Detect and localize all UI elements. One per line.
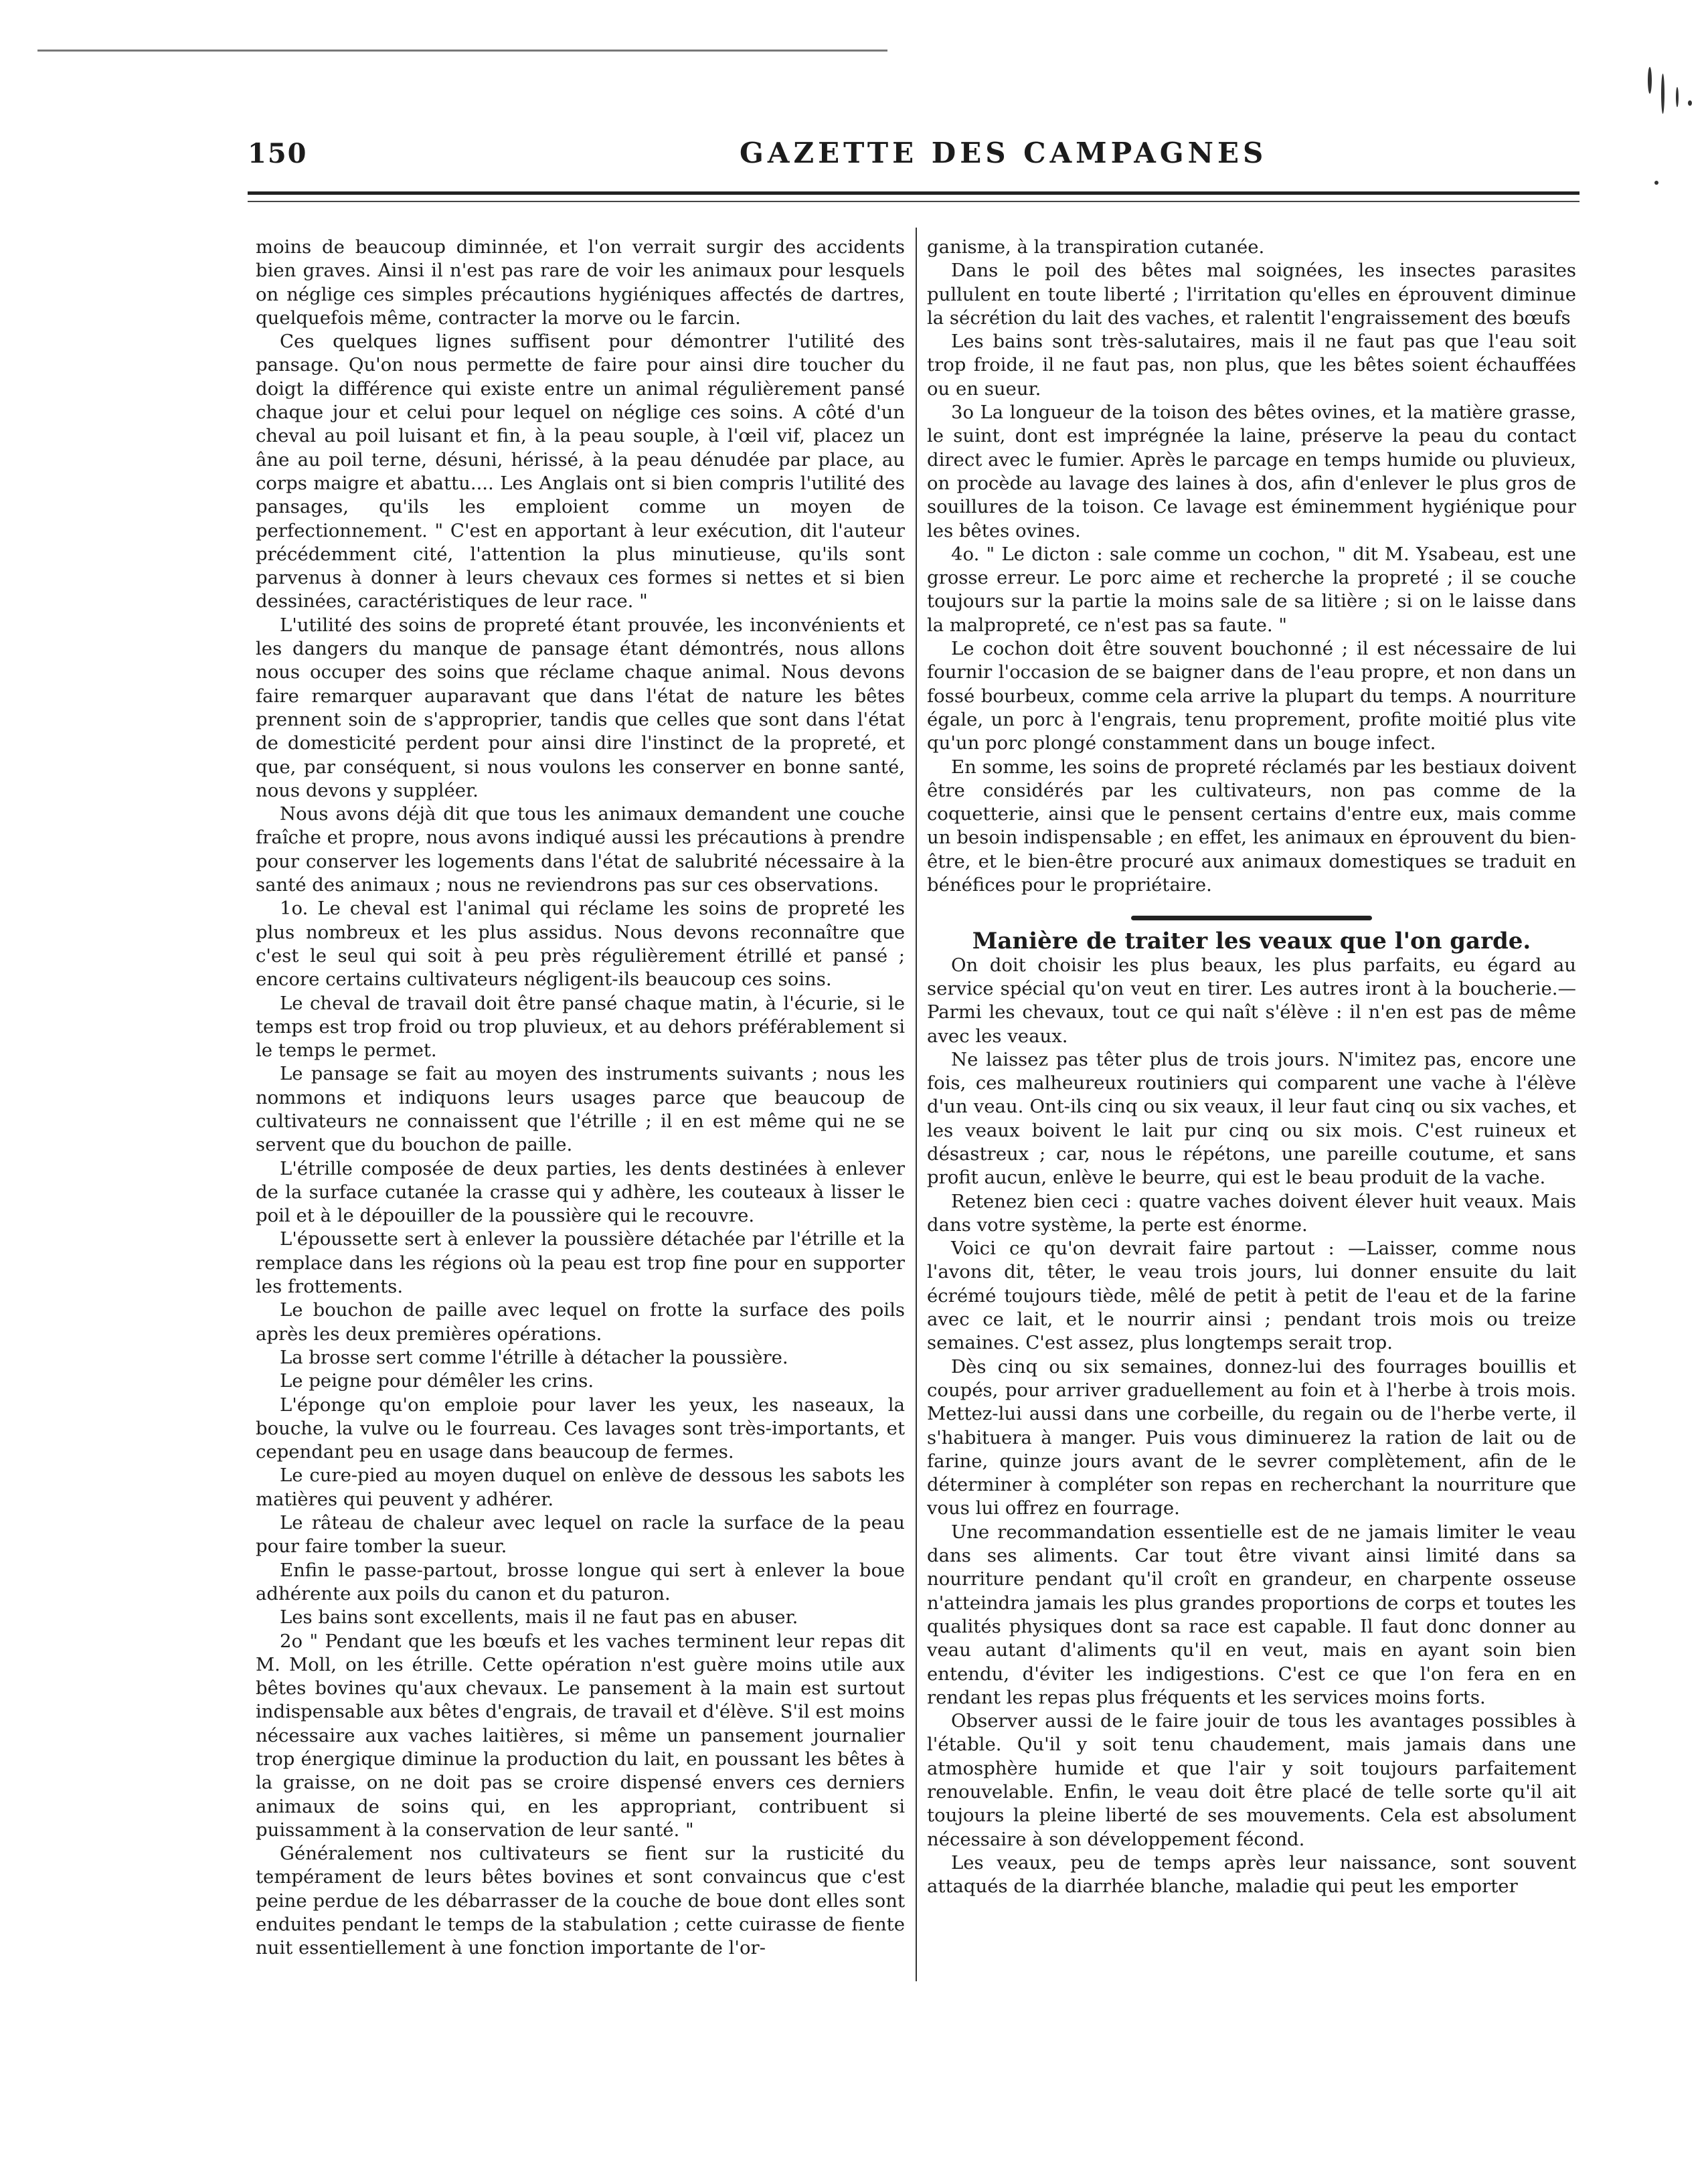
page-header: [248, 137, 1579, 183]
paragraph: Le pansage se fait au moyen des instruments suivants ; nous les nommons et indiquons leurs usages parce que beaucoup de cultivateurs ne connaissent que l'étrille ; il en est même qui ne se servent que du bouchon de paille.: [256, 1063, 905, 1156]
paragraph: Généralement nos cultivateurs se fient sur la rusticité du tempérament de leurs bêtes bovines et sont convaincus que c'est peine perdue de les débarrasser de la couche de boue dont elles sont enduites pendant le temps de la stabulation ; cette cuirasse de fiente nuit essentiellement à une fonction importante de l'or-: [256, 1843, 905, 1959]
paragraph: Le cheval de travail doit être pansé chaque matin, à l'écurie, si le temps est trop froid ou trop pluvieux, et au dehors préférablement si le temps le permet.: [256, 992, 905, 1062]
paragraph: Observer aussi de le faire jouir de tous les avantages possibles à l'étable. Qu'il y soit tenu chaudement, mais jamais dans une atmosphère humide et que l'air y soit toujours parfaitement renouvelable. Enfin, le veau doit être placé de telle sorte qu'il ait toujours la pleine liberté de ses mouvements. Cela est absolument nécessaire à son développement fécond.: [927, 1710, 1576, 1850]
paragraph: Ne laissez pas têter plus de trois jours. N'imitez pas, encore une fois, ces malheureux routiniers qui comparent une vache à l'élève d'un veau. Ont-ils cinq ou six veaux, il leur faut cinq ou six vaches, et les veaux boivent le lait pur cinq ou six mois. C'est ruineux et désastreux ; car, nous le répétons, une pareille coutume, et sans profit aucun, enlève le beurre, qui est le beau produit de la vache.: [927, 1048, 1576, 1189]
right-column: [927, 236, 1576, 1936]
section-ornament-rule: [1131, 916, 1372, 920]
paragraph: Les bains sont excellents, mais il ne faut pas en abuser.: [280, 1606, 798, 1629]
paragraph: Le bouchon de paille avec lequel on frotte la surface des poils après les deux premières opérations.: [256, 1299, 905, 1345]
paragraph: Retenez bien ceci : quatre vaches doivent élever huit veaux. Mais dans votre système, la perte est énorme.: [927, 1190, 1576, 1236]
paragraph: Une recommandation essentielle est de ne jamais limiter le veau dans ses aliments. Car tout être vivant ainsi limité dans sa nourriture pendant qu'il croît en grandeur, en charpente osseuse n'atteindra jamais les plus grandes proportions de corps et toutes les qualités physiques dont sa race est capable. Il faut donc donner au veau autant d'aliments qu'il en veut, mais en ayant soin bien entendu, d'éviter les indigestions. C'est ce que l'on fera en en rendant les repas plus fréquents et les services moins forts.: [927, 1521, 1576, 1708]
page-edge-noise: [1634, 60, 1708, 221]
paragraph: L'utilité des soins de propreté étant prouvée, les inconvénients et les dangers du manque de pansage étant démontrés, nous allons nous occuper des soins que réclame chaque animal. Nous devons faire remarquer auparavant que dans l'état de nature les bêtes prennent soin de s'approprier, tandis que celles que sont dans l'état de domesticité perdent pour ainsi dire l'instinct de la propreté, et que, par conséquent, si nous voulons les conserver en bonne santé, nous devons y suppléer.: [256, 614, 905, 801]
paragraph: L'étrille composée de deux parties, les dents destinées à enlever de la surface cutanée la crasse qui y adhère, les couteaux à lisser le poil et à le dépouiller de la poussière qui le recouvre.: [256, 1157, 905, 1227]
paragraph: Voici ce qu'on devrait faire partout : —Laisser, comme nous l'avons dit, têter, le veau trois jours, lui donner ensuite du lait écrémé toujours tiède, mêlé de petit à petit de l'eau et de la farine avec ce lait, et le nourrir ainsi ; pendant trois mois ou treize semaines. C'est assez, plus longtemps serait trop.: [927, 1238, 1576, 1354]
header-rule: [248, 191, 1579, 195]
paragraph: Les bains sont très-salutaires, mais il ne faut pas que l'eau soit trop froide, il ne faut pas, non plus, que les bêtes soient échauffées ou en sueur.: [927, 331, 1576, 400]
paragraph: ganisme, à la transpiration cutanée.: [927, 236, 1265, 258]
paragraph: L'époussette sert à enlever la poussière détachée par l'étrille et la remplace dans les régions où la peau est trop fine pour en supporter les frottements.: [256, 1228, 905, 1298]
paragraph: 3o La longueur de la toison des bêtes ovines, et la matière grasse, le suint, dont est imprégnée la laine, préserve la peau du contact direct avec le fumier. Après le parcage en temps humide ou pluvieux, on procède au lavage des laines à dos, afin d'enlever le plus gros de souillures de la toison. Ce lavage est éminemment hygiénique pour les bêtes ovines.: [927, 402, 1576, 542]
paragraph: Dès cinq ou six semaines, donnez-lui des fourrages bouillis et coupés, pour arriver graduellement au foin et à l'herbe à trois mois. Mettez-lui aussi dans une corbeille, du regain ou de l'herbe verte, il s'habituera à manger. Puis vous diminuerez la ration de lait ou de farine, quinze jours avant de le sevrer complètement, afin de le déterminer à compléter son repas en recherchant la nourriture que vous lui offrez en fourrage.: [927, 1355, 1576, 1519]
paragraph: Ces quelques lignes suffisent pour démontrer l'utilité des pansage. Qu'on nous permette de faire pour ainsi dire toucher du doigt la différence qui existe entre un animal régulièrement pansé chaque jour et celui pour lequel on néglige ces soins. A côté d'un cheval au poil luisant et fin, à la peau souple, à l'œil vif, placez un âne au poil terne, désuni, hérissé, à la peau dénudée par place, au corps maigre et abattu.... Les Anglais ont si bien compris l'utilité des pansages, qu'ils les emploient comme un moyen de perfectionnement. " C'est en apportant à leur exécution, dit l'auteur précédemment cité, l'attention la plus minutieuse, qu'ils sont parvenus à donner à leurs chevaux ces formes si nettes et si bien dessinées, caractéristiques de leur race. ": [256, 331, 905, 612]
paragraph: Enfin le passe-partout, brosse longue qui sert à enlever la boue adhérente aux poils du canon et du paturon.: [256, 1559, 905, 1604]
paragraph: Nous avons déjà dit que tous les animaux demandent une couche fraîche et propre, nous avons indiqué aussi les précautions à prendre pour conserver les logements dans l'état de salubrité nécessaire à la santé des animaux ; nous ne reviendrons pas sur ces observations.: [256, 803, 905, 896]
page-number: 150: [248, 138, 308, 169]
column-divider: [916, 228, 917, 1981]
paragraph: Les veaux, peu de temps après leur naissance, sont souvent attaqués de la diarrhée blanche, maladie qui peut les emporter: [927, 1851, 1576, 1898]
journal-title: GAZETTE DES CAMPAGNES: [740, 137, 1268, 169]
top-border-rule: [37, 50, 887, 52]
paragraph: En somme, les soins de propreté réclamés par les bestiaux doivent être considérés par les cultivateurs, non pas comme de la coquetterie, ainsi que le pensent certains d'entre eux, mais comme un besoin indispensable ; en effet, les animaux en éprouvent du bien-être, et le bien-être procuré aux animaux domestiques se traduit en bénéfices pour le propriétaire.: [927, 756, 1576, 896]
paragraph: Dans le poil des bêtes mal soignées, les insectes parasites pullulent en toute liberté ; l'irritation qu'elles en éprouvent diminue la sécrétion du lait des vaches, et ralentit l'engraissement des bœufs: [927, 260, 1576, 329]
paragraph: La brosse sert comme l'étrille à détacher la poussière.: [280, 1346, 788, 1368]
paragraph: On doit choisir les plus beaux, les plus parfaits, eu égard au service spécial qu'on veut en tirer. Les autres iront à la boucherie.—Parmi les chevaux, tout ce qui naît s'élève : il n'en est pas de même avec les veaux.: [927, 954, 1576, 1047]
section-title: Manière de traiter les veaux que l'on garde.: [972, 928, 1531, 955]
left-column: [256, 236, 905, 1963]
paragraph: 1o. Le cheval est l'animal qui réclame les soins de propreté les plus nombreux et les plus assidus. Nous devons reconnaître que c'est le seul qui soit à peu près régulièrement étrillé et pansé ; encore certains cultivateurs négligent-ils beaucoup ces soins.: [256, 898, 905, 991]
paragraph: Le peigne pour démêler les crins.: [280, 1370, 594, 1392]
paragraph: Le cure-pied au moyen duquel on enlève de dessous les sabots les matières qui peuvent y adhérer.: [256, 1465, 905, 1510]
paragraph: 4o. " Le dicton : sale comme un cochon, " dit M. Ysabeau, est une grosse erreur. Le porc aime et recherche la propreté ; il se couche toujours sur la partie la moins sale de sa litière ; si on le laisse dans la malpropreté, ce n'est pas sa faute. ": [927, 543, 1576, 636]
paragraph: Le râteau de chaleur avec lequel on racle la surface de la peau pour faire tomber la sueur.: [256, 1512, 905, 1558]
paragraph: moins de beaucoup diminnée, et l'on verrait surgir des accidents bien graves. Ainsi il n'est pas rare de voir les animaux pour lesquels on néglige ces simples précautions hygiéniques affectés de dartres, quelquefois même, contracter la morve ou le farcin.: [256, 236, 905, 329]
paragraph: L'éponge qu'on emploie pour laver les yeux, les naseaux, la bouche, la vulve ou le fourreau. Ces lavages sont très-importants, et cependant peu en usage dans beaucoup de fermes.: [256, 1394, 905, 1463]
paragraph: 2o " Pendant que les bœufs et les vaches terminent leur repas dit M. Moll, on les étrille. Cette opération n'est guère moins utile aux bêtes bovines qu'aux chevaux. Le pansement à la main est surtout indispensable aux bêtes d'engrais, de travail et d'élève. S'il est moins nécessaire aux vaches laitières, si même un pansement journalier trop énergique diminue la production du lait, en poussant les bêtes à la graisse, on ne doit pas se croire dispensé envers ces derniers animaux de soins qui, en les appropriant, contribuent si puissamment à la conservation de leur santé. ": [256, 1630, 905, 1841]
header-rule-thin: [248, 201, 1579, 202]
paragraph: Le cochon doit être souvent bouchonné ; il est nécessaire de lui fournir l'occasion de se baigner dans de l'eau propre, et non dans un fossé bourbeux, comme cela arrive la plupart du temps. A nourriture égale, un porc à l'engrais, tenu proprement, profite moitié plus vite qu'un porc plongé constamment dans un bouge infect.: [927, 638, 1576, 754]
